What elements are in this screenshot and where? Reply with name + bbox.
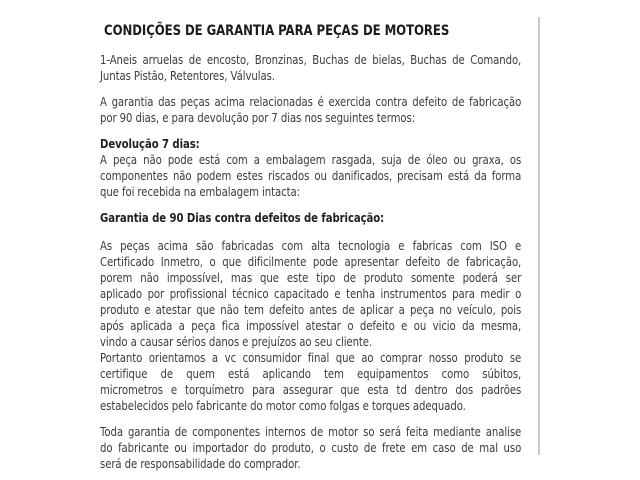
text-line: Certificado Inmetro, o que dificilmente pode apresentar defeito de fabricação, <box>100 254 522 269</box>
warranty-90-days-paragraph-1 <box>100 238 521 350</box>
text-line: porem não impossível, mas que este tipo de produto somente poderá ser <box>100 270 522 285</box>
text-line: A garantia das peças acima relacionadas é exercida contra defeito de fabricação <box>100 94 522 109</box>
text-line: será de responsabilidade do comprador. <box>100 456 301 471</box>
text-line: A peça não pode está com a embalagem rasgada, suja de óleo ou graxa, os <box>100 152 522 167</box>
text-line: micrometros e torquímetro para assegurar que esta td dentro dos padrões <box>100 382 522 397</box>
text-line: certifique de quem está aplicando tem equipamentos como súbitos, <box>100 366 522 381</box>
text-line: produto e atestar que não tem defeito antes de aplicar a peça no veículo, pois <box>100 302 522 317</box>
text-line: Portanto orientamos a vc consumidor final que ao comprar nosso produto se <box>100 350 522 365</box>
text-line: aplicado por profissional técnico capacitado e tenha instrumentos para medir o <box>100 286 522 301</box>
text-line: por 90 dias, e para devolução por 7 dias nos seguintes termos: <box>100 110 416 125</box>
text-line: Toda garantia de componentes internos de motor so será feita mediante analise <box>100 424 522 439</box>
document-content <box>100 22 521 480</box>
text-line: vindo a causar sérios danos e prejuízos ao seu cliente. <box>100 334 373 349</box>
parts-list-paragraph <box>100 52 521 84</box>
warranty-90-days-heading: Garantia de 90 Dias contra defeitos de fabricação: <box>100 210 385 225</box>
text-line: Juntas Pistão, Retentores, Válvulas. <box>100 68 275 83</box>
text-line: após aplicada a peça fica impossível atestar o defeito e ou vicio da mesma, <box>100 318 522 333</box>
text-line: 1-Aneis arruelas de encosto, Bronzinas, Buchas de bielas, Buchas de Comando, <box>100 52 522 67</box>
warranty-summary-paragraph <box>100 94 521 126</box>
warranty-90-days-paragraph-2 <box>100 350 521 414</box>
text-line: que foi recebida na embalagem intacta: <box>100 184 300 199</box>
return-policy-paragraph <box>100 152 521 200</box>
text-line: do fabricante ou importador do produto, o custo de frete em caso de mal uso <box>100 440 522 455</box>
text-line: estabelecidos pelo fabricante do motor como folgas e torques adequado. <box>100 398 466 413</box>
final-note-paragraph <box>100 424 521 472</box>
page-right-divider-line <box>538 17 540 455</box>
document-title: CONDIÇÕES DE GARANTIA PARA PEÇAS DE MOTORES <box>104 23 450 39</box>
return-policy-heading: Devolução 7 dias: <box>100 136 200 151</box>
text-line: componentes não podem estes riscados ou danificados, precisam está da forma <box>100 168 522 183</box>
text-line: As peças acima são fabricadas com alta tecnologia e fabricas com ISO e <box>100 238 522 253</box>
